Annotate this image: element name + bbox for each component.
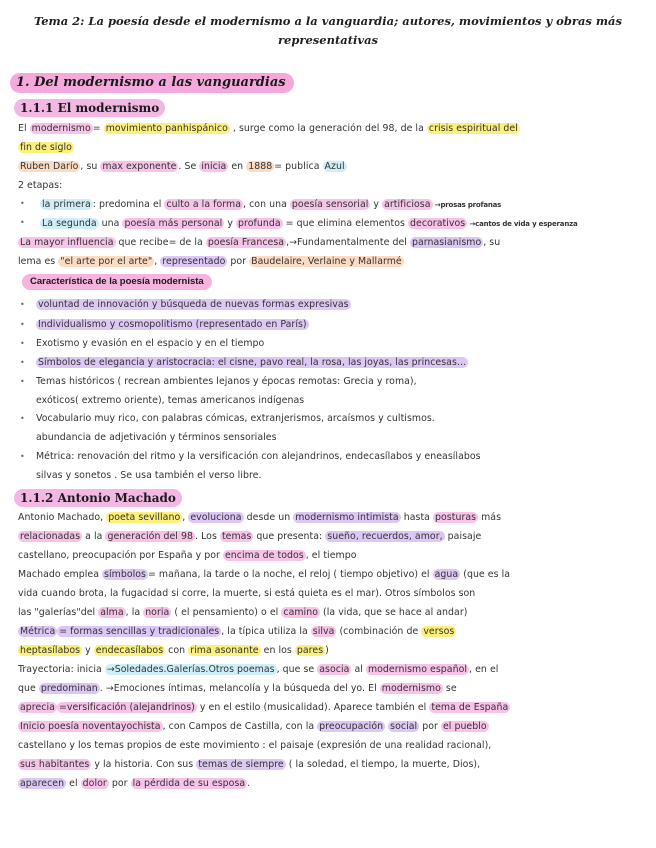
text-line: sus habitantes y la historia. Con sus temas de siempre ( la soledad, el tiempo, la muerte, Dios), <box>20 759 481 770</box>
list-item-continued: abundancia de adjetivación y términos sensoriales <box>36 432 277 443</box>
text-line: Métrica = formas sencillas y tradicionales , la típica utiliza la silva (combinación de versos <box>20 626 455 637</box>
bullet-icon: • <box>20 358 25 367</box>
bullet-icon: • <box>20 300 25 309</box>
text-line: Ruben Darío , su max exponente . Se inicia en 1888 = publica Azul <box>20 161 345 172</box>
list-item: Símbolos de elegancia y aristocracia: el cisne, pavo real, la rosa, las joyas, las princesas… <box>38 357 467 368</box>
list-item: Temas históricos ( recrean ambientes lejanos y épocas remotas: Grecia y roma), <box>36 376 417 387</box>
text-line: aparecen el dolor por la pérdida de su esposa . <box>20 778 251 789</box>
text-line: lema es "el arte por el arte" , representado por Baudelaire, Verlaine y Mallarmé <box>18 256 402 267</box>
title-line-2: representativas <box>278 33 378 47</box>
text-line: La mayor influencia que recibe= de la poesía Francesa ,→Fundamentalmente del parnasianismo , su <box>20 237 501 248</box>
text-line: Inicio poesía noventayochista , con Campos de Castilla, con la preocupación social por el pueblo <box>20 721 487 732</box>
section-heading-1: 1. Del modernismo a las vanguardias <box>10 73 294 93</box>
subheading-caracteristicas: Característica de la poesía modernista <box>22 274 212 290</box>
text-line: las "galerías"del alma , la noria ( el pensamiento) o el camino (la vida, que se hace al andar) <box>18 607 468 618</box>
list-item: Métrica: renovación del ritmo y la versificación con alejandrinos, endecasílabos y eneasílabos <box>36 451 481 462</box>
text-line: heptasílabos y endecasílabos con rima asonante en los pares ) <box>20 645 329 656</box>
bullet-icon: • <box>20 377 25 386</box>
text-line: Antonio Machado, poeta sevillano , evoluciona desde un modernismo intimista hasta posturas más <box>18 512 502 523</box>
list-item: voluntad de innovación y búsqueda de nuevas formas expresivas <box>38 299 349 310</box>
bullet-icon: • <box>20 452 25 461</box>
text-line: que predominan . →Emociones íntimas, melancolía y la búsqueda del yo. El modernismo se <box>18 683 457 694</box>
bullet-icon: • <box>20 339 25 348</box>
bullet-icon: • <box>20 199 25 208</box>
bullet-icon: • <box>20 218 25 227</box>
list-item: La segunda una poesía más personal y profunda = que elimina elementos decorativos →cantos de vida y esperanza <box>42 218 578 229</box>
bullet-icon: • <box>20 320 25 329</box>
text-line: Machado emplea símbolos = mañana, la tarde o la noche, el reloj ( tiempo objetivo) el agua (que es la <box>18 569 511 580</box>
text-line: castellano, preocupación por España y por encima de todos , el tiempo <box>18 550 357 561</box>
list-item: la primera : predomina el culto a la forma , con una poesía sensorial y artificiosa →prosas profanas <box>42 199 502 210</box>
text-line: El modernismo = movimiento panhispánico , surge como la generación del 98, de la crisis espiritual del <box>18 123 518 134</box>
list-item: Vocabulario muy rico, con palabras cómicas, extranjerismos, arcaísmos y cultismos. <box>36 413 435 424</box>
list-item: Exotismo y evasión en el espacio y en el tiempo <box>36 338 265 349</box>
page-title <box>20 12 636 50</box>
text-line: fin de siglo <box>20 142 72 153</box>
text-line: vida cuando brota, la fugacidad si corre, la muerte, si está quieta es el mar). Otros símbolos son <box>18 588 476 599</box>
subsection-heading-machado: 1.1.2 Antonio Machado <box>14 489 182 507</box>
list-item-continued: exóticos( extremo oriente), temas americanos indígenas <box>36 395 305 406</box>
text-line: 2 etapas: <box>18 180 63 191</box>
bullet-icon: • <box>20 414 25 423</box>
text-line: aprecia =versificación (alejandrinos) y en el estilo (musicalidad). Aparece también el tema de España <box>20 702 509 713</box>
subsection-heading-modernismo: 1.1.1 El modernismo <box>14 99 165 117</box>
text-line: relacionadas a la generación del 98 . Los temas que presenta: sueño, recuerdos, amor, paisaje <box>20 531 482 542</box>
list-item-continued: silvas y sonetos . Se usa también el verso libre. <box>36 470 262 481</box>
text-line: castellano y los temas propios de este movimiento : el paisaje (expresión de una realidad racional), <box>18 740 492 751</box>
text-line: Trayectoria: inicia →Soledades.Galerías.Otros poemas , que se asocia al modernismo español , en el <box>18 664 499 675</box>
title-line-1: Tema 2: La poesía desde el modernismo a la vanguardia; autores, movimientos y obras más <box>34 14 622 28</box>
list-item: Individualismo y cosmopolitismo (representado en París) <box>38 319 307 330</box>
